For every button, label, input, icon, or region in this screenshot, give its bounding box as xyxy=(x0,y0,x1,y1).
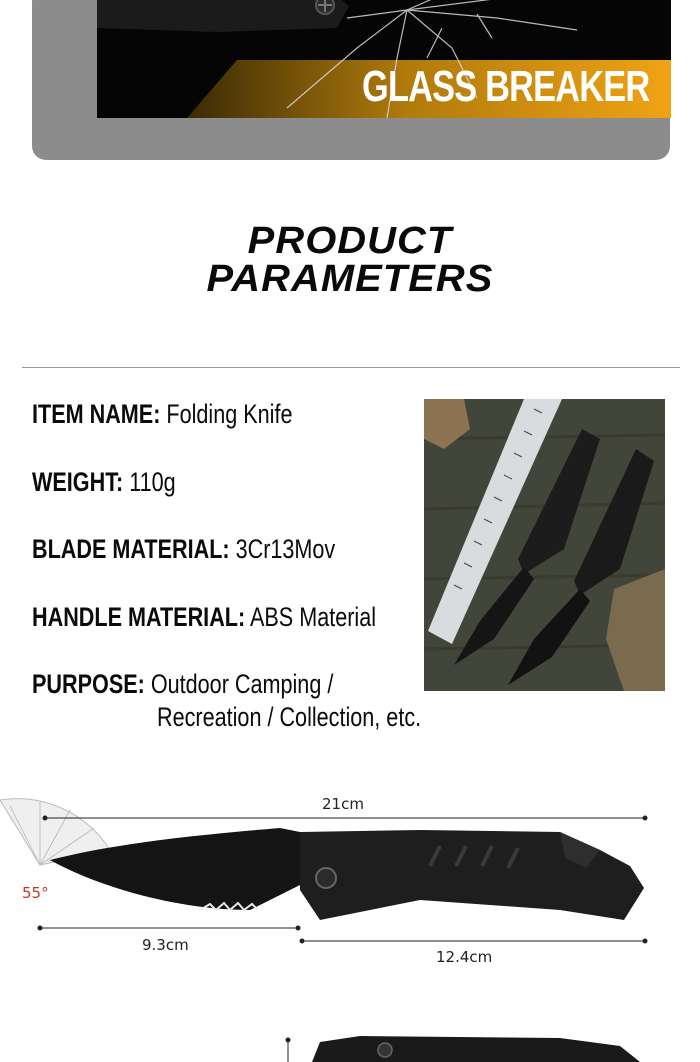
param-label: HANDLE MATERIAL: xyxy=(32,602,246,632)
param-value: 110g xyxy=(129,467,176,497)
total-length-label: 21cm xyxy=(322,795,364,813)
blade-length-label: 9.3cm xyxy=(142,936,189,954)
param-handle-material xyxy=(32,601,376,633)
banner-image xyxy=(97,0,671,118)
param-weight xyxy=(32,466,176,498)
title-line-1: PRODUCT xyxy=(247,220,453,262)
param-value: 3Cr13Mov xyxy=(235,534,336,564)
product-photo xyxy=(424,399,665,691)
param-value: ABS Material xyxy=(249,602,377,632)
param-blade-material xyxy=(32,533,335,565)
param-purpose-continued xyxy=(157,701,421,733)
param-value: Folding Knife xyxy=(166,399,293,429)
param-label: PURPOSE: xyxy=(32,669,145,699)
handle-length-label: 12.4cm xyxy=(436,948,493,966)
param-label: WEIGHT: xyxy=(32,467,124,497)
knife-handle-shape xyxy=(97,0,349,32)
screw-icon xyxy=(378,1043,392,1057)
blade-angle-label: 55° xyxy=(22,884,49,902)
second-knife-preview xyxy=(0,1030,700,1062)
glass-breaker-label: GLASS BREAKER xyxy=(361,62,649,111)
param-item-name xyxy=(32,398,292,430)
param-purpose xyxy=(32,668,333,700)
param-label: ITEM NAME: xyxy=(32,399,161,429)
param-value: Outdoor Camping / xyxy=(150,669,334,699)
param-label: BLADE MATERIAL: xyxy=(32,534,230,564)
knife-handle-shape xyxy=(300,830,644,920)
param-value: Recreation / Collection, etc. xyxy=(157,702,422,732)
knife-handle-shape xyxy=(312,1036,640,1062)
section-divider xyxy=(22,367,680,368)
pivot-screw-icon xyxy=(316,868,336,888)
title-line-2: PARAMETERS xyxy=(206,258,494,300)
section-title xyxy=(0,222,700,298)
glass-breaker-banner xyxy=(32,0,670,160)
